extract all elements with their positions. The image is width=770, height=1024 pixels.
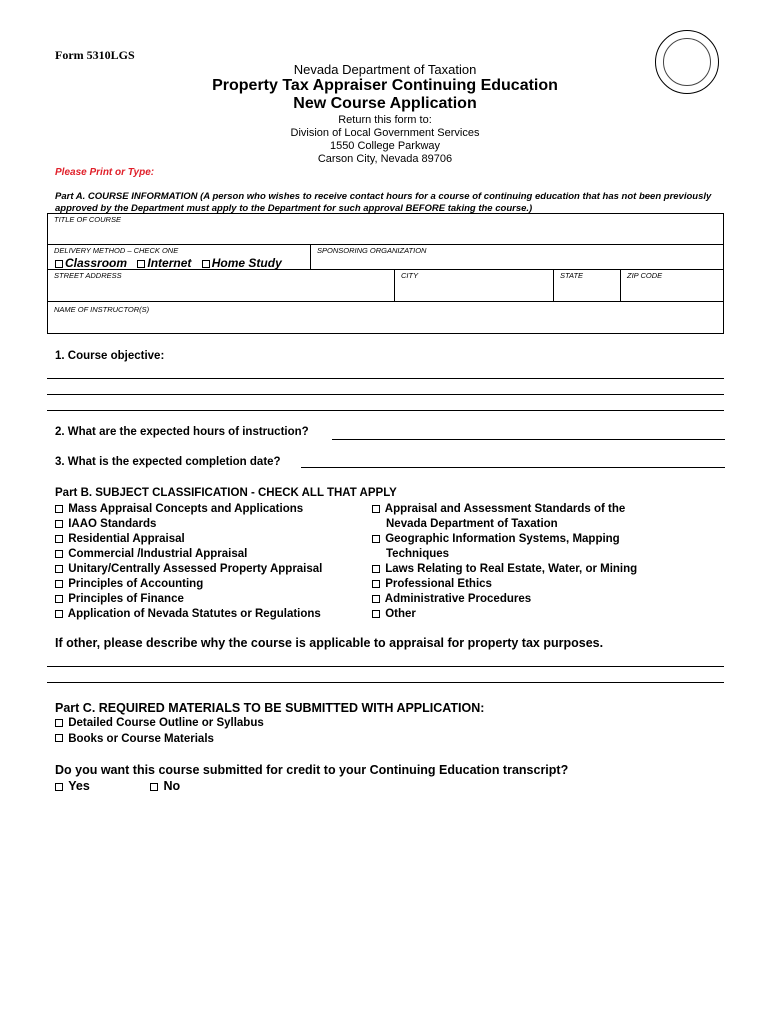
- subject-item-continuation: Nevada Department of Taxation: [386, 518, 558, 530]
- subject-item-continuation: Techniques: [386, 548, 450, 560]
- subject-item[interactable]: Other: [372, 607, 637, 622]
- checkbox-icon[interactable]: [372, 580, 380, 588]
- credit-question: Do you want this course submitted for credit to your Continuing Education transcript?: [55, 763, 569, 777]
- form-title-line2: New Course Application: [293, 95, 477, 112]
- subject-item[interactable]: Principles of Accounting: [55, 577, 322, 592]
- instructor-name-label: NAME OF INSTRUCTOR(S): [54, 305, 150, 314]
- course-objective-question: 1. Course objective:: [55, 350, 165, 362]
- checkbox-icon[interactable]: [55, 783, 63, 791]
- sponsoring-organization-label: SPONSORING ORGANIZATION: [317, 246, 427, 255]
- department-name: Nevada Department of Taxation: [293, 62, 477, 77]
- title-of-course-label: TITLE OF COURSE: [54, 215, 121, 224]
- subject-list-right: [372, 502, 637, 622]
- delivery-options: [55, 256, 289, 270]
- zip-code-field[interactable]: [620, 269, 724, 302]
- form-id: Form 5310LGS: [55, 48, 135, 62]
- part-c-heading: Part C. REQUIRED MATERIALS TO BE SUBMITTED WITH APPLICATION:: [55, 701, 485, 715]
- state-field[interactable]: [553, 269, 621, 302]
- address-city: Carson City, Nevada 89706: [317, 153, 453, 165]
- subject-item[interactable]: IAAO Standards: [55, 517, 322, 532]
- subject-item[interactable]: Application of Nevada Statutes or Regulations: [55, 607, 322, 622]
- subject-list-left: [55, 502, 322, 622]
- material-item[interactable]: Books or Course Materials: [55, 732, 264, 748]
- materials-list: [55, 716, 264, 747]
- checkbox-icon[interactable]: [55, 734, 63, 742]
- part-b-heading: Part B. SUBJECT CLASSIFICATION - CHECK ALL THAT APPLY: [55, 487, 397, 499]
- checkbox-icon[interactable]: [55, 505, 63, 513]
- other-answer-line-2[interactable]: [47, 682, 724, 683]
- objective-answer-line-2[interactable]: [47, 394, 724, 395]
- checkbox-icon[interactable]: [55, 535, 63, 543]
- objective-answer-line-1[interactable]: [47, 378, 724, 379]
- checkbox-icon[interactable]: [372, 610, 380, 618]
- delivery-home-study-option[interactable]: Home Study: [202, 256, 282, 270]
- address-street: 1550 College Parkway: [329, 140, 441, 152]
- checkbox-icon[interactable]: [55, 260, 63, 268]
- form-title-line1: Property Tax Appraiser Continuing Education: [212, 77, 558, 94]
- street-address-field[interactable]: [47, 269, 395, 302]
- checkbox-icon[interactable]: [372, 595, 380, 603]
- checkbox-icon[interactable]: [55, 580, 63, 588]
- checkbox-icon[interactable]: [137, 260, 145, 268]
- credit-no-option[interactable]: No: [150, 779, 180, 793]
- completion-date-answer-line[interactable]: [301, 467, 725, 468]
- other-answer-line-1[interactable]: [47, 666, 724, 667]
- subject-item[interactable]: Principles of Finance: [55, 592, 322, 607]
- subject-item[interactable]: Appraisal and Assessment Standards of the: [372, 502, 637, 517]
- subject-item[interactable]: Mass Appraisal Concepts and Applications: [55, 502, 322, 517]
- division-name: Division of Local Government Services: [290, 127, 480, 139]
- credit-yes-option[interactable]: Yes: [55, 779, 90, 793]
- subject-item[interactable]: Administrative Procedures: [372, 592, 637, 607]
- completion-date-question: 3. What is the expected completion date?: [55, 456, 281, 468]
- checkbox-icon[interactable]: [55, 520, 63, 528]
- material-item[interactable]: Detailed Course Outline or Syllabus: [55, 716, 264, 732]
- checkbox-icon[interactable]: [55, 610, 63, 618]
- delivery-method-label: DELIVERY METHOD – CHECK ONE: [54, 246, 179, 255]
- return-instruction: Return this form to:: [338, 114, 432, 126]
- title-of-course-field[interactable]: [47, 213, 724, 245]
- instructor-name-field[interactable]: [47, 301, 724, 334]
- checkbox-icon[interactable]: [202, 260, 210, 268]
- sponsoring-organization-field[interactable]: [310, 244, 724, 270]
- subject-item[interactable]: Professional Ethics: [372, 577, 637, 592]
- subject-item[interactable]: Laws Relating to Real Estate, Water, or Mining: [372, 562, 637, 577]
- checkbox-icon[interactable]: [55, 565, 63, 573]
- city-label: CITY: [401, 271, 419, 280]
- state-label: STATE: [560, 271, 584, 280]
- hours-answer-line[interactable]: [332, 439, 725, 440]
- subject-item[interactable]: Commercial /Industrial Appraisal: [55, 547, 322, 562]
- other-description-question: If other, please describe why the course is applicable to appraisal for property tax purposes.: [55, 636, 604, 650]
- checkbox-icon[interactable]: [55, 595, 63, 603]
- city-field[interactable]: [394, 269, 554, 302]
- delivery-internet-option[interactable]: Internet: [137, 256, 191, 270]
- hours-question: 2. What are the expected hours of instruction?: [55, 426, 309, 438]
- delivery-classroom-option[interactable]: Classroom: [55, 256, 127, 270]
- checkbox-icon[interactable]: [55, 719, 63, 727]
- checkbox-icon[interactable]: [150, 783, 158, 791]
- zip-code-label: ZIP CODE: [627, 271, 663, 280]
- subject-item[interactable]: Geographic Information Systems, Mapping: [372, 532, 637, 547]
- checkbox-icon[interactable]: [372, 565, 380, 573]
- checkbox-icon[interactable]: [55, 550, 63, 558]
- print-note: Please Print or Type:: [55, 167, 155, 178]
- subject-item[interactable]: Residential Appraisal: [55, 532, 322, 547]
- checkbox-icon[interactable]: [372, 505, 380, 513]
- part-a-heading: Part A. COURSE INFORMATION (A person who wishes to receive contact hours for a course of continuing education that has not been previously approved by the Department must apply to the Department for such approval BEFORE taking the course.): [55, 191, 712, 214]
- subject-item[interactable]: Unitary/Centrally Assessed Property Appraisal: [55, 562, 322, 577]
- objective-answer-line-3[interactable]: [47, 410, 724, 411]
- checkbox-icon[interactable]: [372, 535, 380, 543]
- street-address-label: STREET ADDRESS: [54, 271, 122, 280]
